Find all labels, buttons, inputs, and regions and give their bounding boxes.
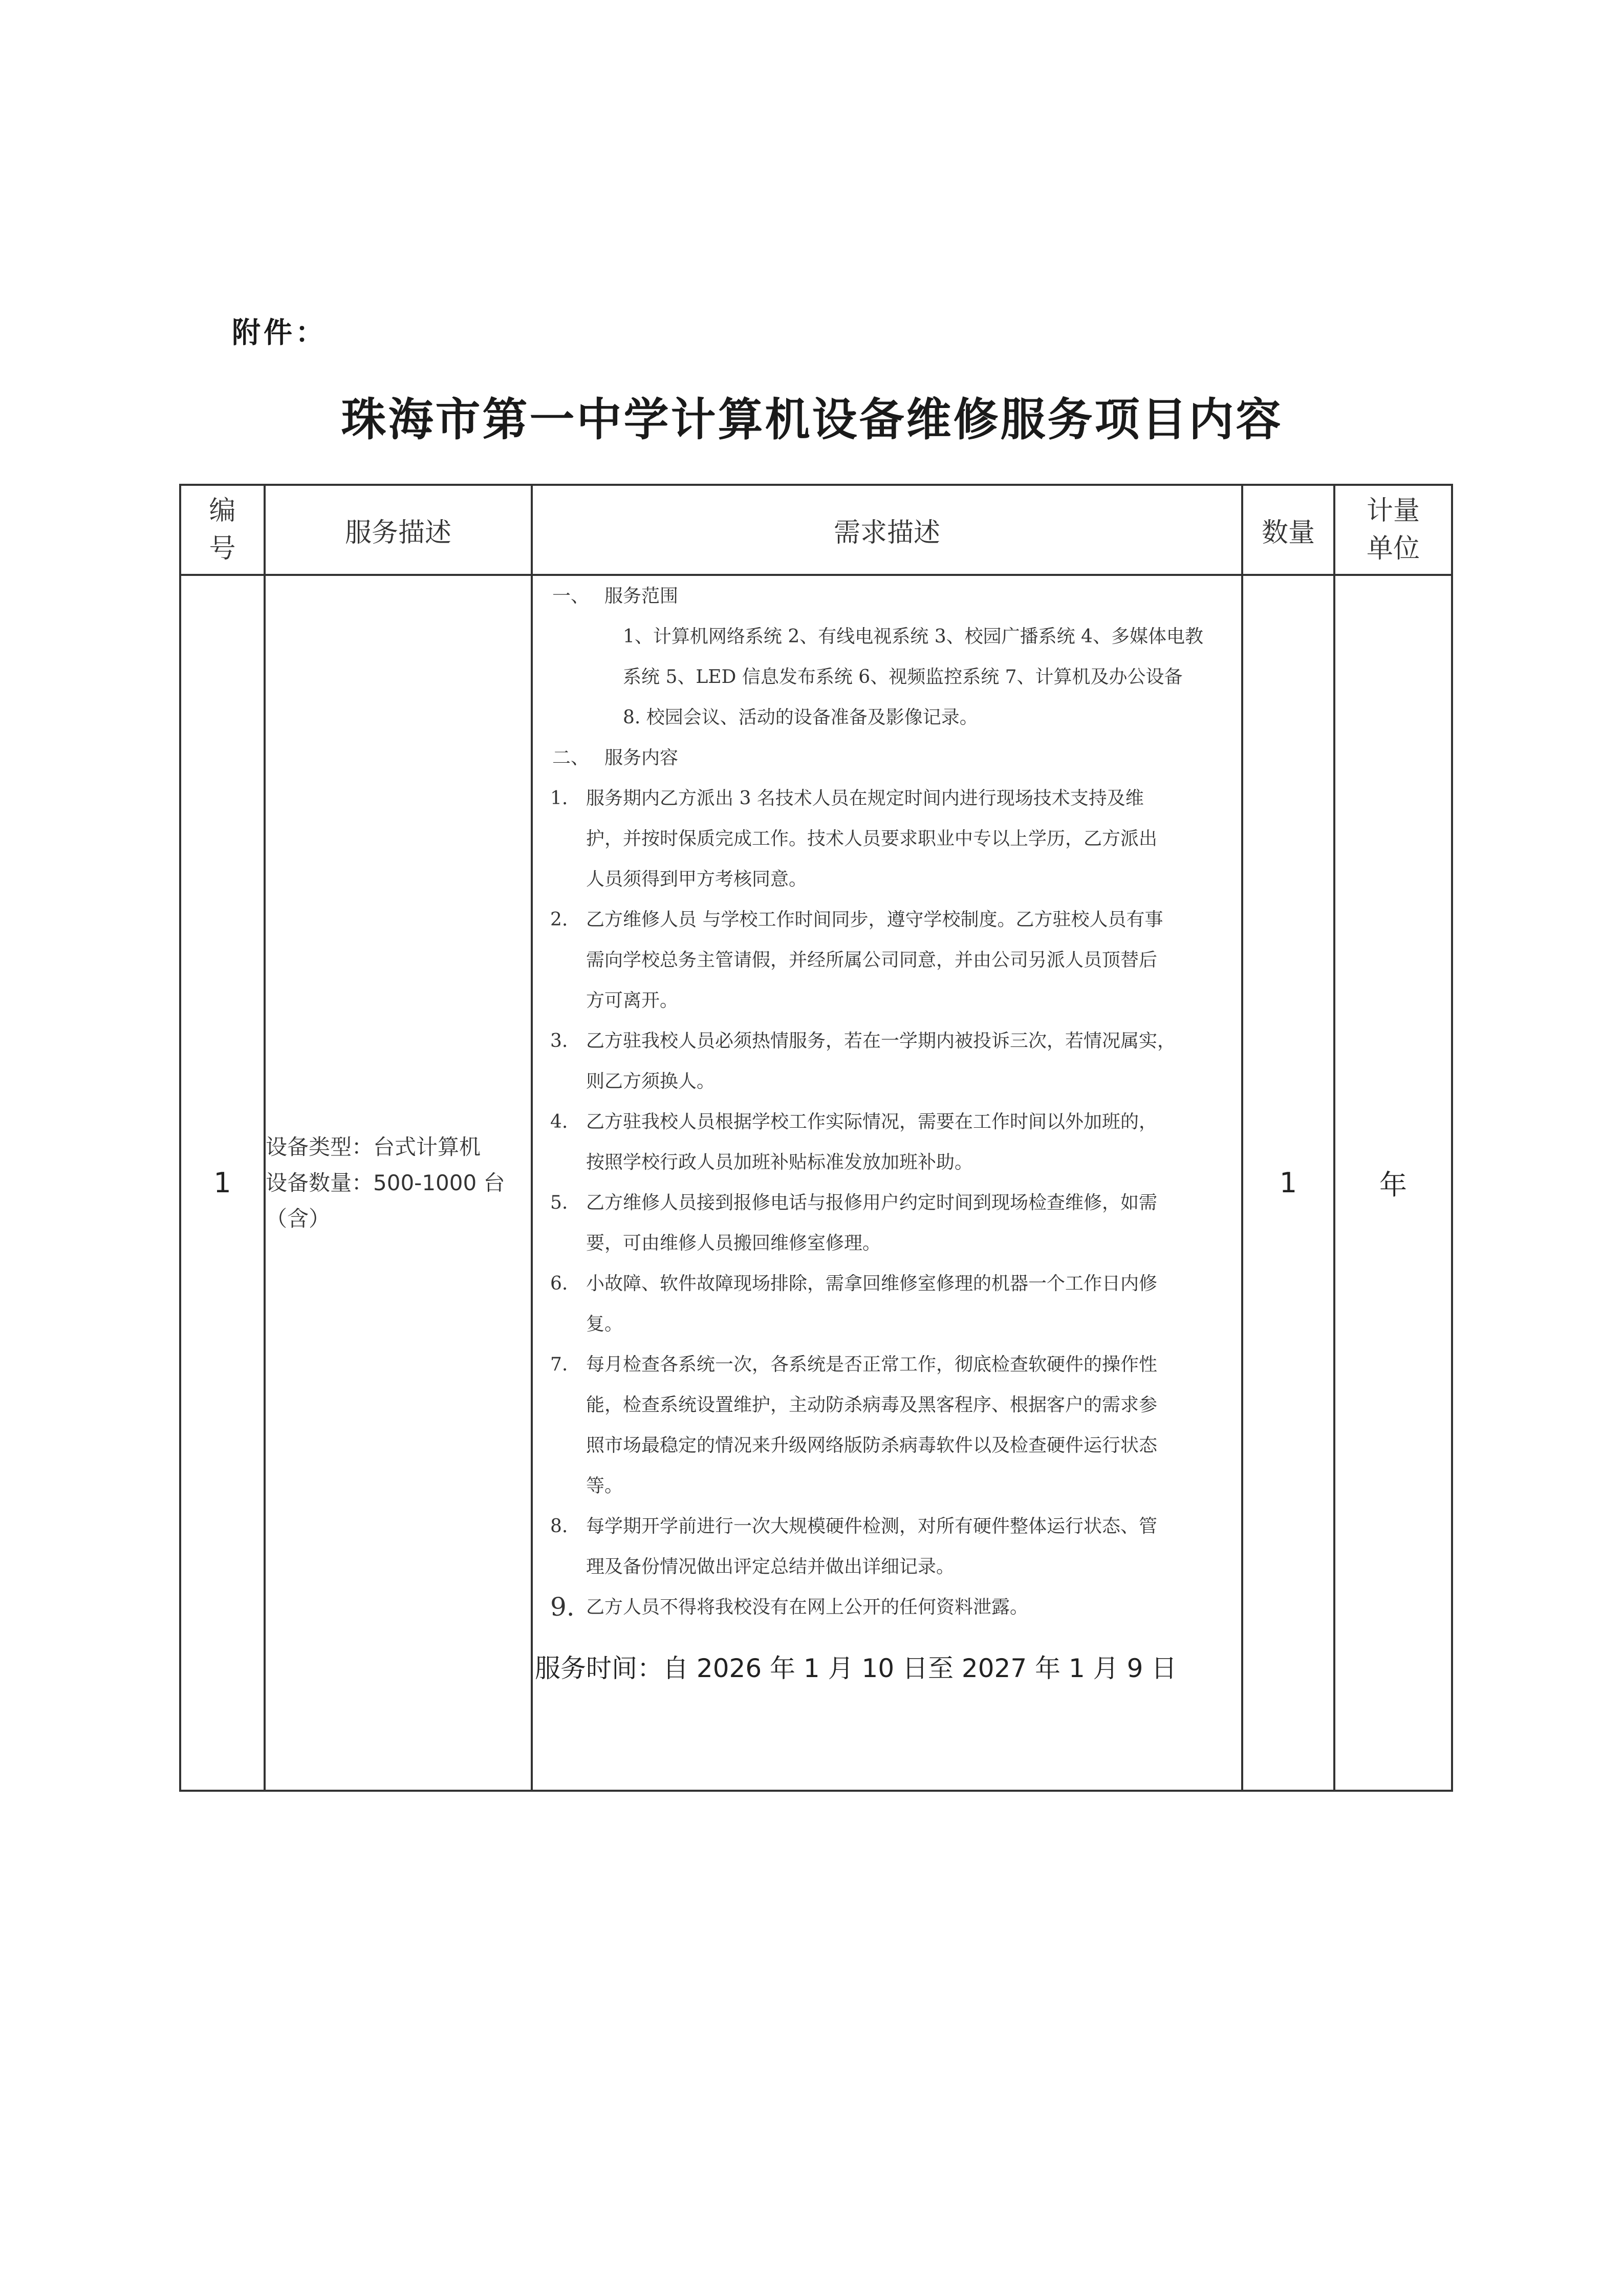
requirement-cell [532,575,1242,1791]
service-table [179,484,1453,1792]
item-number: 8. [550,1516,568,1537]
item-line: 理及备份情况做出评定总结并做出详细记录。 [586,1556,955,1577]
list-item [533,1102,1241,1183]
scope-line: 1、计算机网络系统 2、有线电视系统 3、校园广播系统 4、多媒体电教 [623,626,1203,647]
item-number: 5. [550,1192,568,1213]
device-type: 设备类型：台式计算机 [266,1134,481,1160]
list-item [533,1263,1241,1344]
section-content-mark: 二、 [552,747,590,768]
item-line: 复。 [586,1314,623,1335]
header-service-description: 服务描述 [265,485,532,575]
item-line: 乙方驻我校人员根据学校工作实际情况，需要在工作时间以外加班的， [586,1111,1158,1132]
header-number-line2: 号 [209,533,236,564]
scope-line: 8. 校园会议、活动的设备准备及影像记录。 [623,707,978,728]
item-line: 方可离开。 [586,990,679,1011]
item-number: 7. [550,1354,568,1375]
header-number [180,485,265,575]
item-number: 3. [550,1031,568,1052]
section-content-title: 服务内容 [604,747,679,768]
scope-line: 系统 5、LED 信息发布系统 6、视频监控系统 7、计算机及办公设备 [623,667,1183,688]
item-line: 需向学校总务主管请假，并经所属公司同意，并由公司另派人员顶替后 [586,950,1158,971]
item-line: 乙方驻我校人员必须热情服务，若在一学期内被投诉三次，若情况属实， [586,1031,1176,1052]
header-number-line1: 编 [209,496,236,526]
header-unit-line1: 计量 [1366,496,1420,526]
item-line: 则乙方须换人。 [586,1071,716,1092]
item-line: 服务期内乙方派出 3 名技术人员在规定时间内进行现场技术支持及维 [586,788,1144,809]
item-number: 1. [550,788,568,809]
item-line: 每月检查各系统一次，各系统是否正常工作，彻底检查软硬件的操作性 [586,1354,1158,1375]
header-unit [1334,485,1452,575]
item-number: 9. [550,1592,575,1622]
item-line: 等。 [586,1475,623,1496]
table-header-row [180,485,1452,575]
section-content-heading [533,738,1241,778]
header-requirement-description: 需求描述 [532,485,1242,575]
item-number: 6. [550,1273,568,1294]
item-line: 乙方维修人员接到报修电话与报修用户约定时间到现场检查维修，如需 [586,1192,1158,1213]
item-line: 乙方维修人员 与学校工作时间同步，遵守学校制度。乙方驻校人员有事 [586,909,1163,930]
table-row [180,575,1452,1791]
device-count: 设备数量：500-1000 台 [266,1170,505,1195]
unit-cell: 年 [1334,575,1452,1791]
section-scope-heading [533,576,1241,616]
section-scope-title: 服务范围 [604,586,679,607]
item-line: 要，可由维修人员搬回维修室修理。 [586,1233,881,1254]
item-line: 每学期开学前进行一次大规模硬件检测，对所有硬件整体运行状态、管 [586,1516,1158,1537]
list-item [533,1021,1241,1102]
section-scope-mark: 一、 [552,586,590,607]
header-quantity: 数量 [1242,485,1334,575]
service-description-cell [265,575,532,1791]
item-number: 4. [550,1111,568,1132]
list-item [533,1344,1241,1506]
item-line: 护，并按时保质完成工作。技术人员要求职业中专以上学历，乙方派出 [586,828,1158,849]
list-item [533,778,1241,899]
item-line: 照市场最稳定的情况来升级网络版防杀病毒软件以及检查硬件运行状态 [586,1435,1158,1456]
page-title: 珠海市第一中学计算机设备维修服务项目内容 [341,393,1283,446]
quantity-cell: 1 [1242,575,1334,1791]
item-line: 人员须得到甲方考核同意。 [586,869,808,890]
item-line: 按照学校行政人员加班补贴标准发放加班补助。 [586,1152,973,1173]
item-line: 小故障、软件故障现场排除，需拿回维修室修理的机器一个工作日内修 [586,1273,1158,1294]
item-line: 乙方人员不得将我校没有在网上公开的任何资料泄露。 [586,1597,1029,1618]
item-line: 能，检查系统设置维护，主动防杀病毒及黑客程序、根据客户的需求参 [586,1394,1158,1415]
list-item [533,899,1241,1021]
attachment-label: 附件： [232,316,327,350]
device-count-note: （含） [266,1206,331,1231]
service-time: 服务时间：自 2026 年 1 月 10 日至 2027 年 1 月 9 日 [535,1654,1177,1683]
item-number: 2. [550,909,568,930]
list-item [533,1506,1241,1587]
header-unit-line2: 单位 [1366,533,1420,564]
row-number: 1 [180,575,265,1791]
list-item [533,1587,1241,1627]
list-item [533,1183,1241,1263]
